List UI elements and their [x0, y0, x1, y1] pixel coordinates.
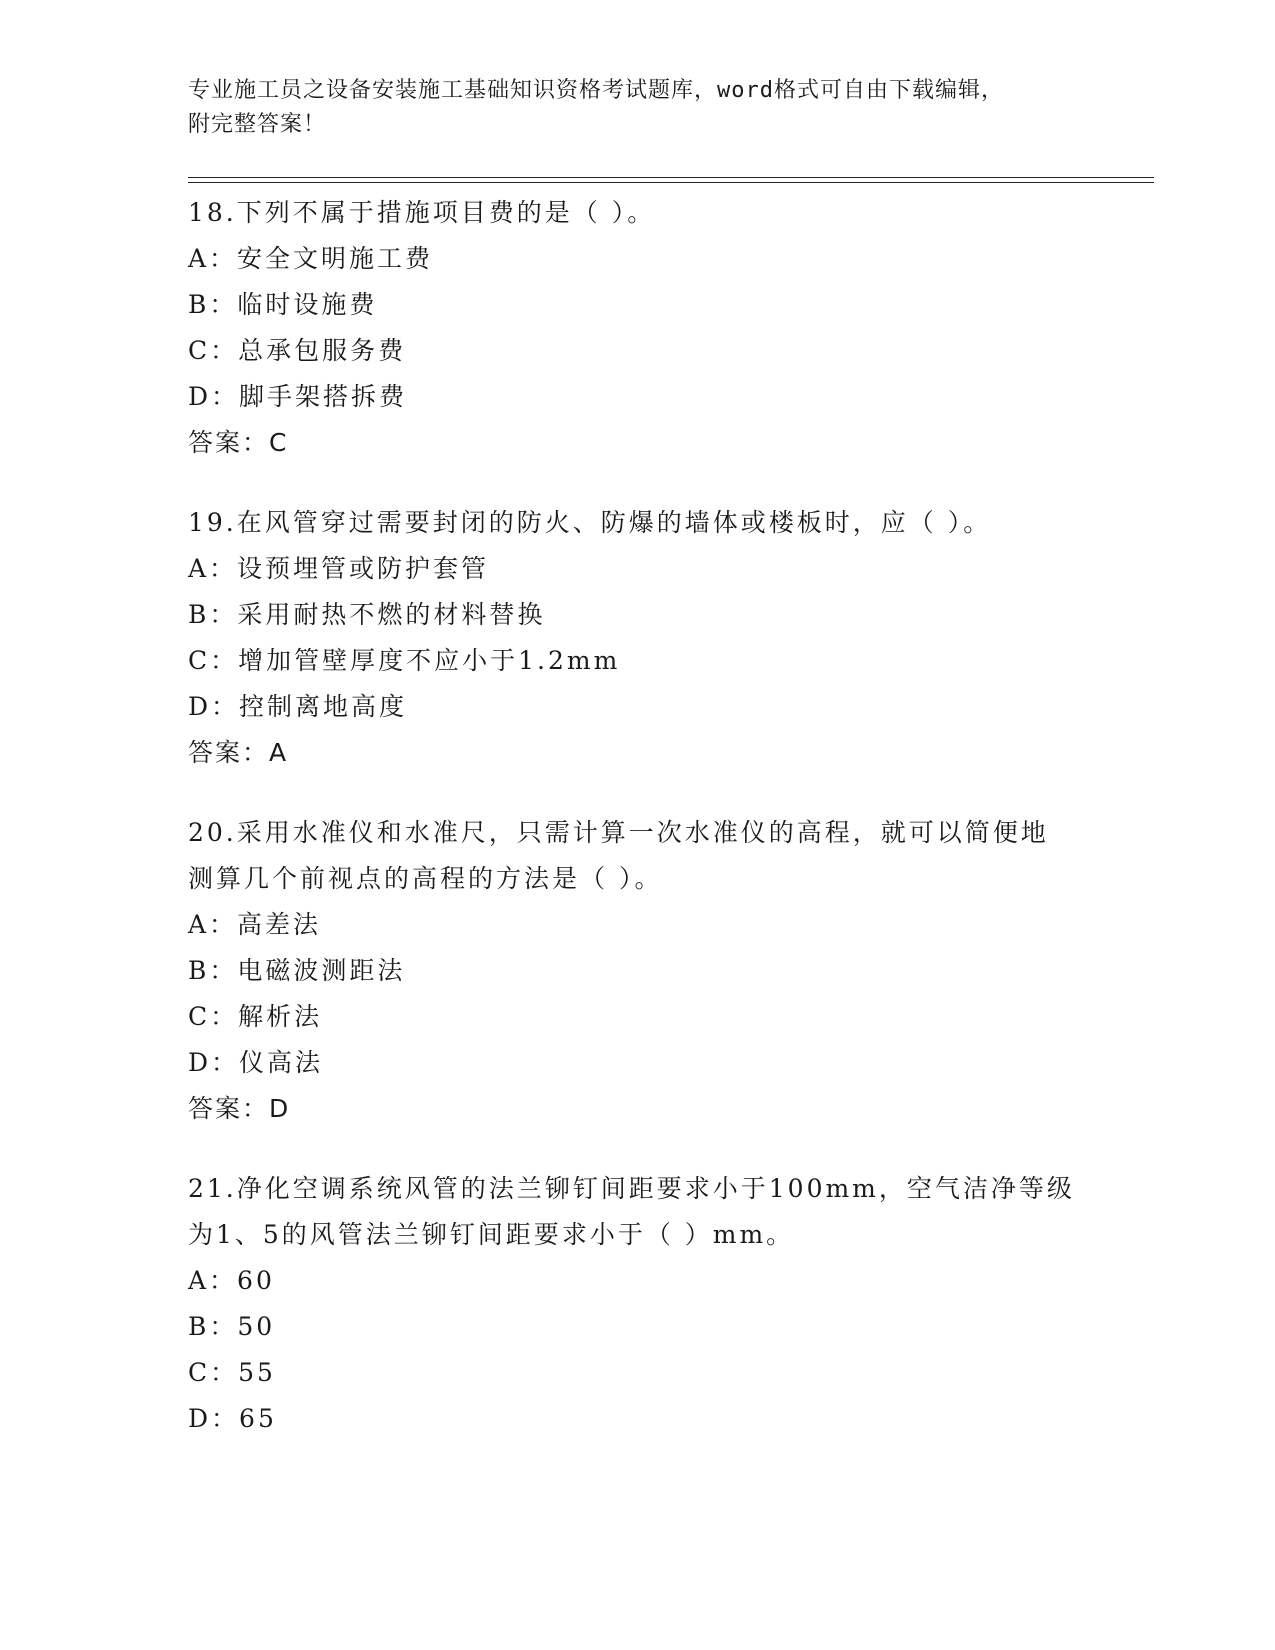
question-stem: 20.采用水准仪和水准尺，只需计算一次水准仪的高程，就可以简便地 [188, 818, 1049, 847]
question-option: C：增加管壁厚度不应小于1.2mm [188, 646, 621, 675]
question-option: D：控制离地高度 [188, 692, 408, 721]
question-stem: 为1、5的风管法兰铆钉间距要求小于（ ）mm。 [188, 1220, 795, 1249]
question-option: C：55 [188, 1358, 276, 1387]
question-option: A：高差法 [188, 910, 322, 939]
question-list [188, 190, 1088, 1442]
question-stem: 18.下列不属于措施项目费的是（ ）。 [188, 198, 656, 227]
question-option: A：设预埋管或防护套管 [188, 554, 490, 583]
question-option: C：解析法 [188, 1002, 323, 1031]
question-option: D：脚手架搭拆费 [188, 382, 408, 411]
answer-label: 答案：C [188, 428, 289, 457]
header-divider-bottom [188, 182, 1154, 183]
question-stem: 测算几个前视点的高程的方法是（ ）。 [188, 864, 663, 893]
question-block [188, 190, 1088, 466]
header-divider-top [188, 177, 1154, 178]
question-option: D：仪高法 [188, 1048, 324, 1077]
question-block [188, 500, 1088, 776]
question-block [188, 1166, 1088, 1442]
header-line-2: 附完整答案！ [188, 112, 327, 137]
header-line-1: 专业施工员之设备安装施工基础知识资格考试题库，word格式可自由下载编辑， [188, 78, 1004, 103]
question-stem: 19.在风管穿过需要封闭的防火、防爆的墙体或楼板时，应（ ）。 [188, 508, 992, 537]
question-option: B：50 [188, 1312, 276, 1341]
question-block [188, 810, 1088, 1132]
question-option: B：电磁波测距法 [188, 956, 406, 985]
question-stem: 21.净化空调系统风管的法兰铆钉间距要求小于100mm，空气洁净等级 [188, 1174, 1075, 1203]
question-option: B：临时设施费 [188, 290, 378, 319]
question-option: B：采用耐热不燃的材料替换 [188, 600, 546, 629]
answer-label: 答案：D [188, 1094, 291, 1123]
question-option: A：60 [188, 1266, 275, 1295]
question-option: C：总承包服务费 [188, 336, 407, 365]
question-option: D：65 [188, 1404, 277, 1433]
answer-label: 答案：A [188, 738, 289, 767]
question-option: A：安全文明施工费 [188, 244, 434, 273]
document-header [188, 74, 1058, 142]
